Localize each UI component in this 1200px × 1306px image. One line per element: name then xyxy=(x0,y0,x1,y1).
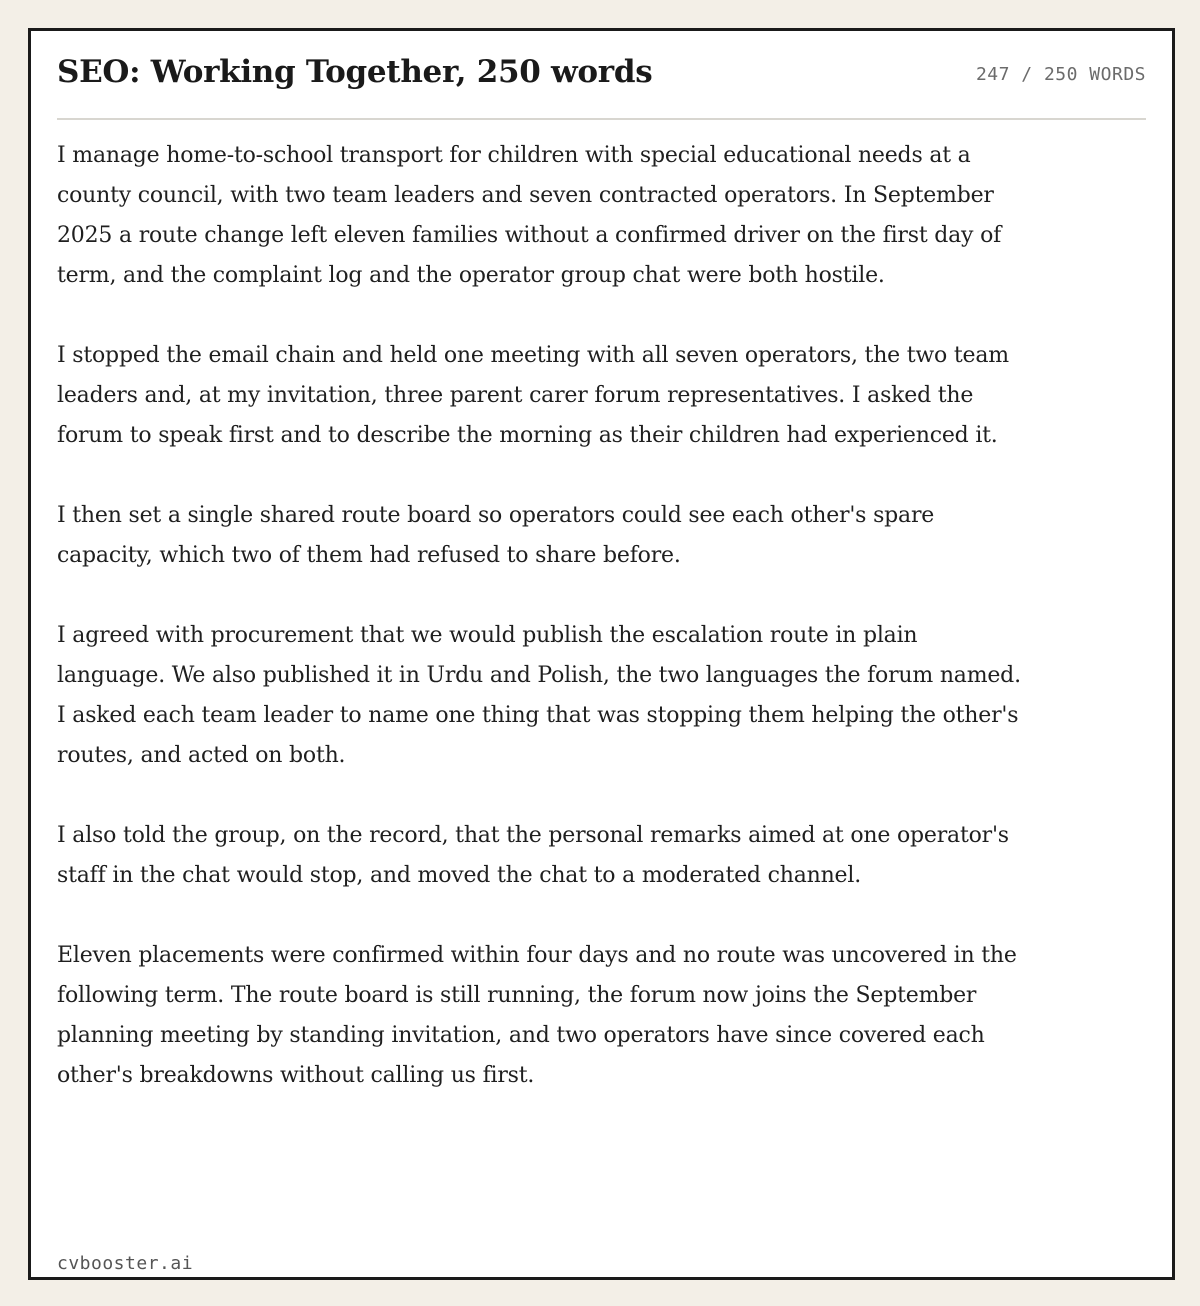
document-card xyxy=(28,28,1175,1280)
word-count-badge: 247 / 250 WORDS xyxy=(975,64,1146,85)
document-header xyxy=(57,31,1146,120)
paragraph: Eleven placements were confirmed within four days and no route was uncovered in the following term. The route board is still running, the forum now joins the September planning meeting by standing invitation, and two operators have since covered each other's breakdowns without calling us first. xyxy=(57,943,1017,1088)
document-title: SEO: Working Together, 250 words xyxy=(57,54,653,90)
brand-footer: cvbooster.ai xyxy=(57,1253,194,1274)
paragraph: I agreed with procurement that we would publish the escalation route in plain language. We also published it in Urdu and Polish, the two languages the forum named. I asked each team leader to name one thing that was stopping them helping the other's routes, and acted on both. xyxy=(57,623,1021,768)
paragraph: I also told the group, on the record, that the personal remarks aimed at one operator's staff in the chat would stop, and moved the chat to a moderated channel. xyxy=(57,823,1009,888)
paragraph: I manage home-to-school transport for children with special educational needs at a county council, with two team leaders and seven contracted operators. In September 2025 a route change left eleven families without a confirmed driver on the first day of term, and the complaint log and the operator group chat were both hostile. xyxy=(57,143,1002,288)
paragraph: I stopped the email chain and held one meeting with all seven operators, the two team leaders and, at my invitation, three parent carer forum representatives. I asked the forum to speak first and to describe the morning as their children had experienced it. xyxy=(57,343,1009,448)
paragraph: I then set a single shared route board so operators could see each other's spare capacity, which two of them had refused to share before. xyxy=(57,503,935,568)
document-body xyxy=(57,136,1022,1096)
